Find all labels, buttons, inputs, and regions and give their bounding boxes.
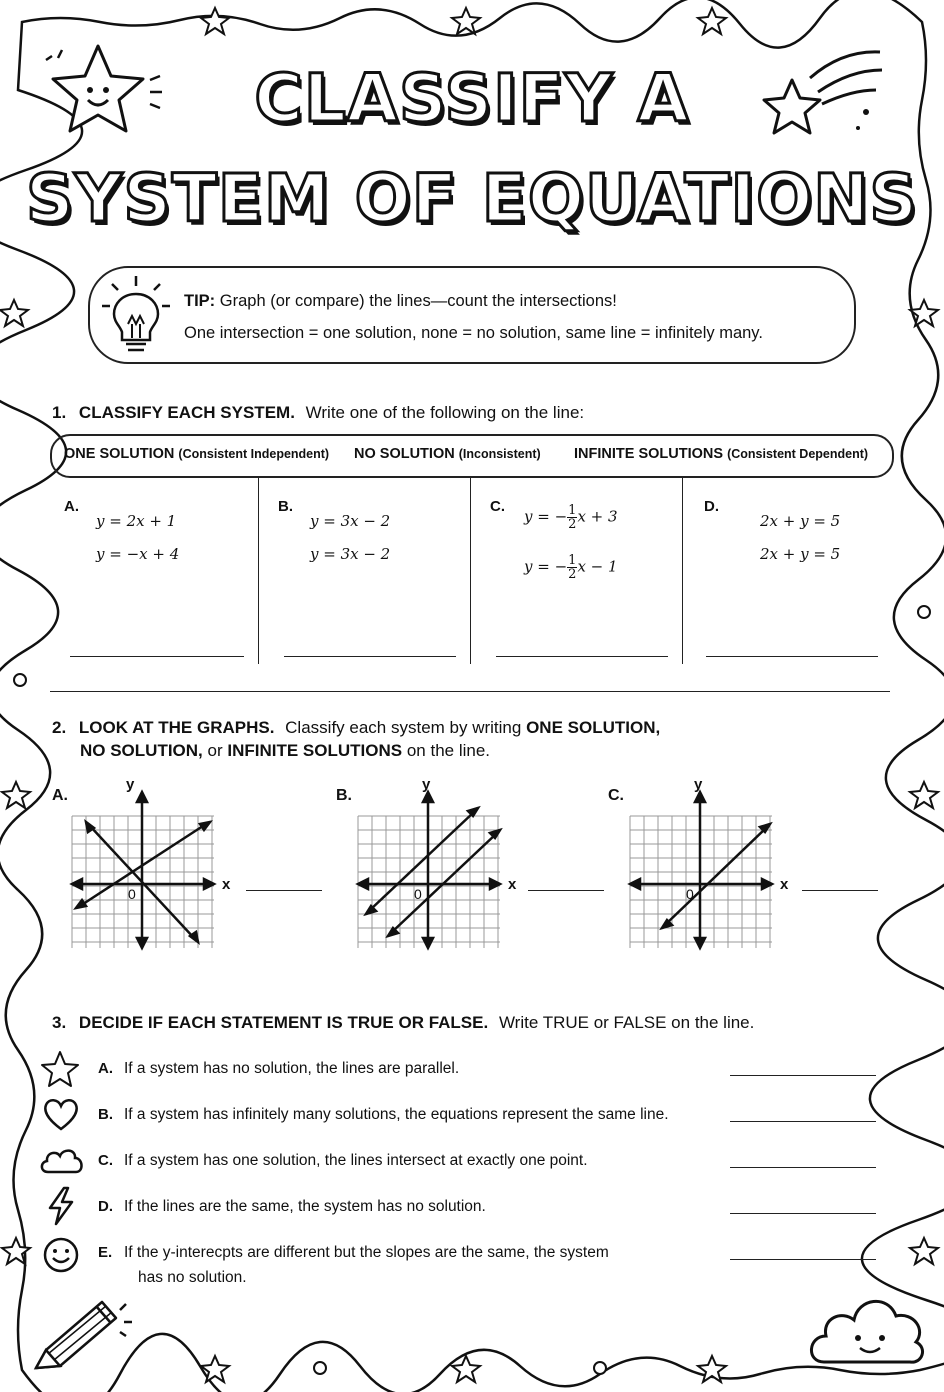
section-2-number: 2. [52,718,67,737]
column-divider [258,478,259,664]
statement-d-text: If the lines are the same, the system has no solution. [124,1198,486,1215]
smiling-cloud-icon [806,1284,928,1370]
section-2-title: LOOK AT THE GRAPHS. [78,718,275,737]
eq-part: y = − [524,557,568,576]
graph-a-x-label: x [222,876,231,893]
system-c-eq1 [524,504,618,531]
graph-a-y-label: y [126,776,135,793]
graph-a [68,776,240,954]
section-3-instruction: Write TRUE or FALSE on the line. [498,1013,755,1032]
statement-b-letter: B. [98,1106,113,1123]
section-2-instruction-end: on the line. [406,741,491,760]
smiley-icon [42,1236,80,1274]
heart-icon [42,1096,80,1132]
option-note: (Consistent Dependent) [727,447,869,461]
statement-d-letter: D. [98,1198,113,1215]
statement-b-text: If a system has infinitely many solutions, the equations represent the same line. [124,1106,669,1123]
system-d-eq2: 2x + y = 5 [760,545,841,563]
system-a-eq1: y = 2x + 1 [96,512,177,530]
tip-line-2: One intersection = one solution, none = no solution, same line = infinitely many. [184,324,763,342]
page-title-line-1: CLASSIFY A [254,60,690,137]
system-c-letter: C. [490,498,505,515]
column-divider [470,478,471,664]
cloud-icon [38,1144,86,1176]
eq-part: x + 3 [577,507,618,526]
statement-e-text-continued: has no solution. [138,1269,247,1286]
graph-c-x-label: x [780,876,789,893]
system-d-eq1: 2x + y = 5 [760,512,841,530]
lightning-icon [46,1186,76,1226]
section-3-number: 3. [52,1013,67,1032]
answer-line-statement-d[interactable] [730,1213,876,1214]
tip-line-1 [184,292,617,311]
lightbulb-icon [96,272,176,356]
option-one-solution [64,446,329,462]
graph-a-letter: A. [52,787,68,804]
star-icon [40,1050,80,1088]
statement-c-text: If a system has one solution, the lines intersect at exactly one point. [124,1152,588,1169]
statement-e-letter: E. [98,1244,113,1261]
graph-b-origin: 0 [414,886,422,902]
pencil-icon [24,1292,144,1376]
answer-line-graph-a[interactable] [246,890,322,891]
answer-line-system-b[interactable] [284,656,456,657]
answer-line-system-a[interactable] [70,656,244,657]
graph-a-origin: 0 [128,886,136,902]
tip-label: TIP: [184,292,216,310]
graph-c [626,776,798,954]
fraction [567,554,577,581]
statement-e-text: If the y-interecpts are different but the slopes are the same, the system [124,1244,609,1261]
eq-part: y = − [524,507,568,526]
section-2-opt1: ONE SOLUTION, [526,718,661,737]
section-2-instruction: Classify each system by writing [285,718,522,737]
answer-line-system-c[interactable] [496,656,668,657]
system-a-letter: A. [64,498,79,515]
graph-b-x-label: x [508,876,517,893]
section-2-opt3: INFINITE SOLUTIONS [227,741,403,760]
section-2-heading-line-2 [80,741,490,761]
tip-line-1-text: Graph (or compare) the lines—count the intersections! [219,292,617,310]
section-1-instruction: Write one of the following on the line: [305,403,585,422]
denominator: 2 [568,567,577,582]
system-d-letter: D. [704,498,719,515]
answer-line-statement-b[interactable] [730,1121,876,1122]
option-note: (Consistent Independent) [178,447,330,461]
option-note: (Inconsistent) [458,447,541,461]
system-b-letter: B. [278,498,293,515]
answer-line-graph-b[interactable] [528,890,604,891]
section-3-heading [52,1013,754,1033]
fraction [567,504,577,531]
graph-c-letter: C. [608,787,624,804]
option-name: INFINITE SOLUTIONS [574,446,724,462]
option-name: ONE SOLUTION [64,446,175,462]
column-divider [682,478,683,664]
system-b-eq1: y = 3x − 2 [310,512,391,530]
section-3-title: DECIDE IF EACH STATEMENT IS TRUE OR FALSE. [78,1013,489,1032]
system-a-eq2: y = −x + 4 [96,545,180,563]
section-2-opt2: NO SOLUTION, [80,741,203,760]
graph-c-origin: 0 [686,886,694,902]
page-title-line-2: SYSTEM OF EQUATIONS [26,160,918,237]
answer-line-graph-c[interactable] [802,890,878,891]
option-name: NO SOLUTION [354,446,455,462]
graph-b [354,776,526,954]
graph-c-y-label: y [694,776,703,793]
section-1-number: 1. [52,403,67,422]
section-divider [50,691,890,692]
graph-b-letter: B. [336,787,352,804]
section-2-heading [52,718,660,738]
tip-box [88,266,856,364]
statement-c-letter: C. [98,1152,113,1169]
answer-line-statement-a[interactable] [730,1075,876,1076]
option-infinite-solutions [574,446,868,462]
option-no-solution [354,446,541,462]
section-2-or: or [207,741,223,760]
numerator: 1 [568,503,577,518]
section-1-title: CLASSIFY EACH SYSTEM. [78,403,295,422]
answer-line-statement-c[interactable] [730,1167,876,1168]
system-c-eq2 [524,554,618,581]
system-b-eq2: y = 3x − 2 [310,545,391,563]
numerator: 1 [568,553,577,568]
answer-line-statement-e[interactable] [730,1259,876,1260]
statement-a-text: If a system has no solution, the lines are parallel. [124,1060,460,1077]
section-1-heading [52,403,584,423]
statement-a-letter: A. [98,1060,113,1077]
eq-part: x − 1 [577,557,618,576]
denominator: 2 [568,517,577,532]
graph-b-y-label: y [422,776,431,793]
answer-line-system-d[interactable] [706,656,878,657]
